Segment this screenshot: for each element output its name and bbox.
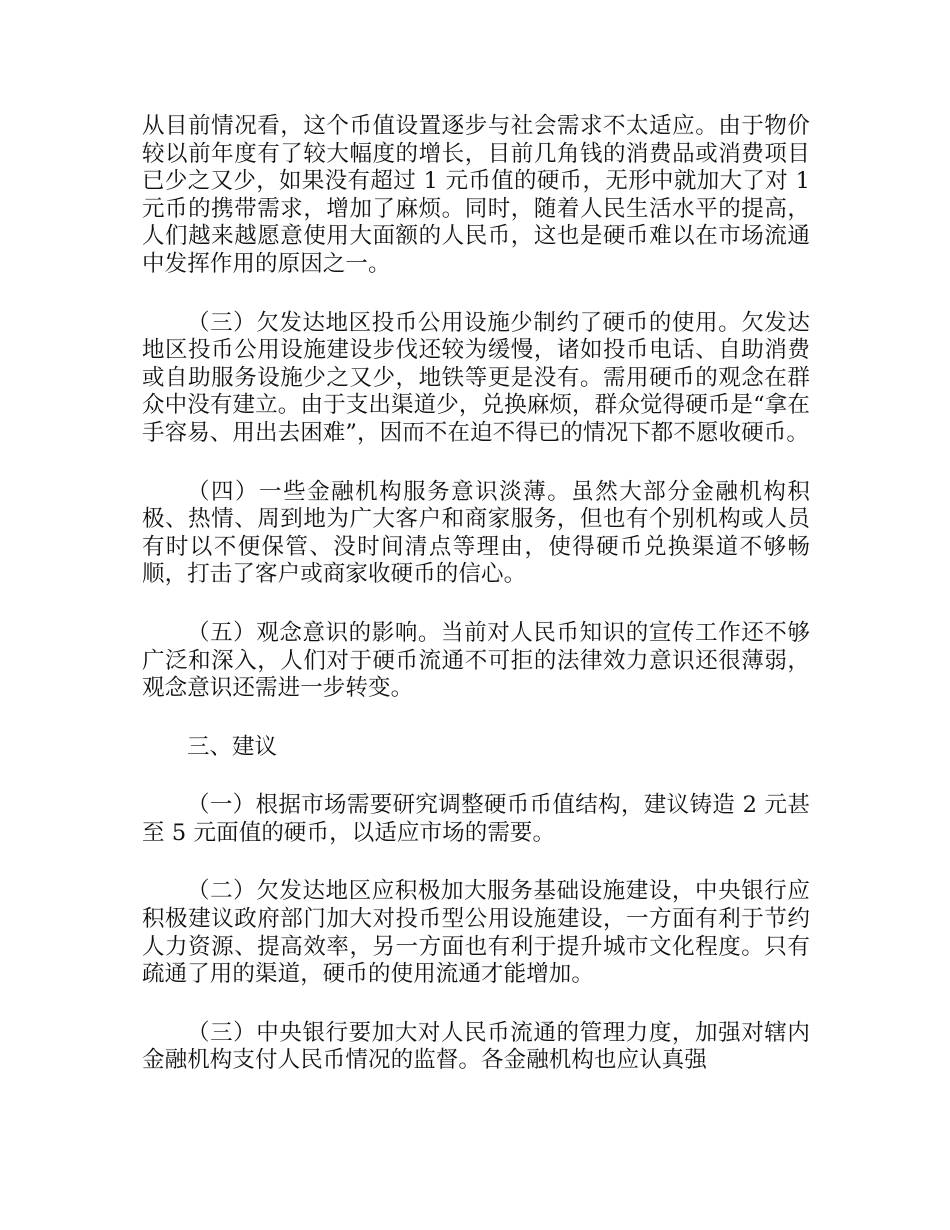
suggestion-2: （二）欠发达地区应积极加大服务基础设施建设，中央银行应积极建议政府部门加大对投币型公用设施建设，一方面有利于节约人力资源、提高效率，另一方面也有利于提升城市文化程度。只有疏通了用的渠道，硬币的使用流通才能增加。	[142, 878, 810, 988]
section-heading-suggestions: 三、建议	[187, 733, 278, 760]
suggestion-3: （三）中央银行要加大对人民币流通的管理力度，加强对辖内金融机构支付人民币情况的监督。各金融机构也应认真强	[142, 1019, 810, 1074]
paragraph-service-awareness: （四）一些金融机构服务意识淡薄。虽然大部分金融机构积极、热情、周到地为广大客户和商家服务，但也有个别机构或人员有时以不便保管、没时间清点等理由，使得硬币兑换渠道不够畅顺，打击了客户或商家收硬币的信心。	[142, 478, 810, 588]
suggestion-1: （一）根据市场需要研究调整硬币币值结构，建议铸造 2 元甚至 5 元面值的硬币，以适应市场的需要。	[142, 792, 810, 846]
document-page	[142, 113, 810, 1106]
paragraph-public-facilities: （三）欠发达地区投币公用设施少制约了硬币的使用。欠发达地区投币公用设施建设步伐还较为缓慢，诸如投币电话、自助消费或自助服务设施少之又少，地铁等更是没有。需用硬币的观念在群众中没有建立。由于支出渠道少，兑换麻烦，群众觉得硬币是“拿在手容易、用出去困难”，因而不在迫不得已的情况下都不愿收硬币。	[142, 309, 810, 446]
paragraph-coin-denomination: 从目前情况看，这个币值设置逐步与社会需求不太适应。由于物价较以前年度有了较大幅度的增长，目前几角钱的消费品或消费项目已少之又少，如果没有超过 1 元币值的硬币，无形中就加大了对 1 元币的携带需求，增加了麻烦。同时，随着人民生活水平的提高，人们越来越愿意使用大面额的人民币，这也是硬币难以在市场流通中发挥作用的原因之一。	[142, 113, 810, 277]
paragraph-concept-awareness: （五）观念意识的影响。当前对人民币知识的宣传工作还不够广泛和深入，人们对于硬币流通不可拒的法律效力意识还很薄弱，观念意识还需进一步转变。	[142, 619, 810, 702]
